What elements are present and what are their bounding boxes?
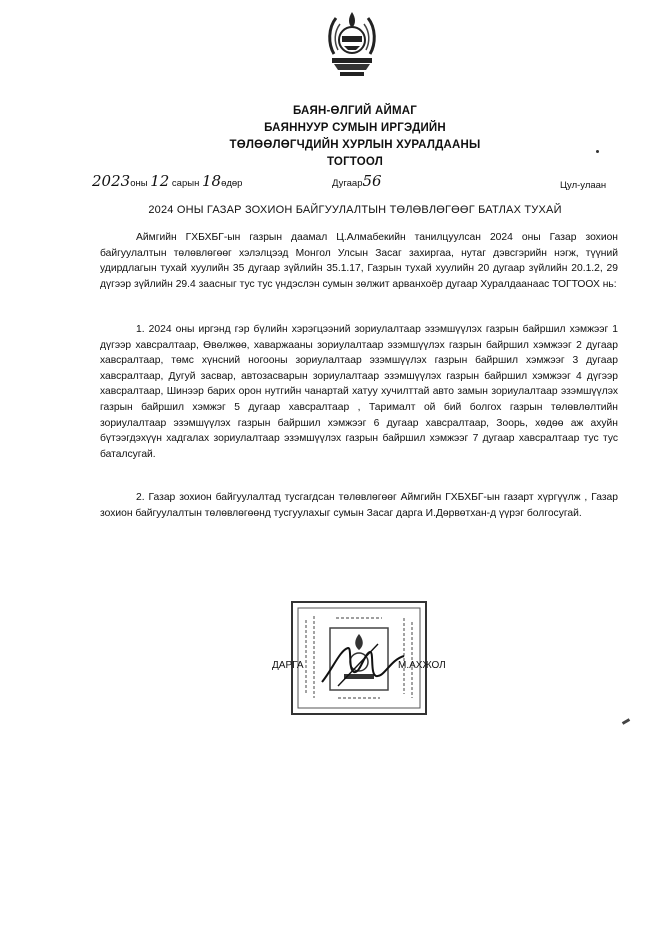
date-day: 18	[201, 172, 222, 190]
handwritten-signature-icon	[318, 640, 408, 690]
org-line-sum: БАЯННУУР СУМЫН ИРГЭДИЙН	[264, 122, 446, 134]
signer-name: М.АХЖОЛ	[398, 660, 446, 671]
date-year: 2023	[92, 172, 131, 190]
intro-paragraph: Аймгийн ГХБХБГ-ын газрын даамал Ц.Алмабекийн танилцуулсан 2024 оны Газар зохион байгуулалтын төлөвлөгөөг хэлэлцээд Монгол Улсын Засаг захиргаа, нутаг дэвсгэрийн нэгж, түүний удирдлагын тухай хуулийн 35 дугаар зүйлийн 35.1.17, Газрын тухай хуулийн 20 дугаар зүйлийн 20.1.2, 29 дүгээр зүйлийн 29.4 заасныг тус тус үндэслэн сумын зөлжит арванхоёр дугаар Хуралдаанаас ТОГТООХ нь:	[100, 232, 618, 290]
document-title: 2024 ОНЫ ГАЗАР ЗОХИОН БАЙГУУЛАЛТЫН ТӨЛӨВЛӨГӨӨГ БАТЛАХ ТУХАЙ	[148, 204, 562, 216]
date-day-suffix: өдөр	[221, 178, 243, 189]
resolution-item-1: 1. 2024 оны иргэнд гэр бүлийн хэрэгцээний зориулалтаар эзэмшүүлэх газрын байршил хэмжээг 1 дүгээр хавсралтаар, Өвөлжөө, хаваржааны зориулалтаар эзэмшүүлэх газрын байршил хэмжээг 2 дугаар хавсралтаар, төмс хүнсний ногооны зориулалтаар эзэмшүүлэх газрын байршил хэмжээг 3 дугаар хавсралтаар, Дугуй засвар, автозасварын зориулалтаар эзэмшүүлэх газрын байршил хэмжээг 4 дүгээр хавсралтаар, Шинээр барих орон нутгийн чанартай хатуу хучилттай авто замын зориулалтаар эзэмшүүлэх газрын байршил хэмжэг 5 дугаар хавсралтаар , Тарималт ой бий болгох газрын төлөвлөлтийн зориулалтаар эзэмшүүлэх газрын байршил хэмжээг 6 дугаар хавсралтаар, Зоорь, хөдөө аж ахуйн бүтээгдэхүүн хадгалах зориулалтаар эзэмшүүлэх газрын байршил хэмжээг 7 дугаар хавсралтаар тус тус баталсугай.	[100, 324, 618, 460]
document-number	[332, 172, 382, 190]
document-type: ТОГТООЛ	[326, 156, 383, 168]
number-value: 56	[362, 172, 382, 190]
org-line-council: ТӨЛӨӨЛӨГЧДИЙН ХУРЛЫН ХУРАЛДААНЫ	[229, 139, 481, 151]
date-month: 12	[150, 172, 170, 190]
document-place: Цул-улаан	[560, 180, 607, 191]
date-year-suffix: оны	[130, 178, 148, 189]
resolution-item-2: 2. Газар зохион байгуулалтад тусгагдсан төлөвлөгөөг Аймгийн ГХБХБГ-ын газарт хүргүүлж , Газар зохион байгуулалтын төлөвлөгөөнд тусгуулахыг сумын Засаг дарга И.Дөрвөтхан-д үүрэг болгосугай.	[100, 492, 618, 519]
state-emblem-icon	[322, 8, 382, 80]
org-line-province: БАЯН-ӨЛГИЙ АЙМАГ	[293, 105, 417, 117]
signer-title: ДАРГА	[272, 660, 304, 671]
date-month-suffix: сарын	[171, 178, 200, 189]
number-label: Дугаар	[332, 178, 363, 189]
scan-speck	[596, 150, 599, 153]
date-line	[92, 172, 242, 190]
scan-speck	[622, 718, 630, 725]
